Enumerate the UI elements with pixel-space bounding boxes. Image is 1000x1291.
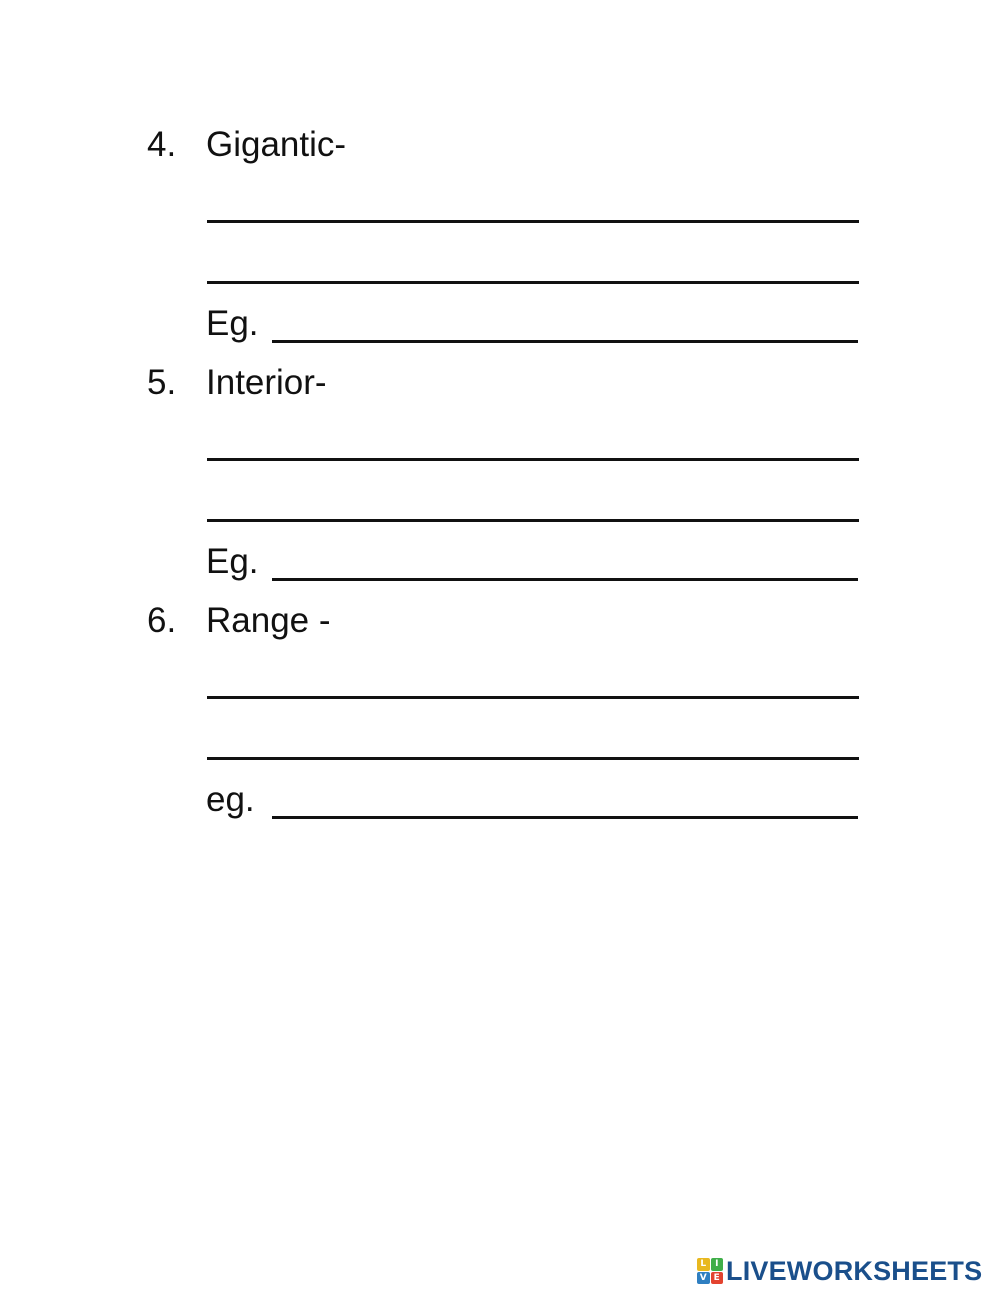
definition-answer-line[interactable] xyxy=(207,220,859,223)
logo-block-v: V xyxy=(697,1272,710,1285)
item-number: 4. xyxy=(147,125,177,164)
live-blocks-icon xyxy=(697,1258,723,1284)
example-answer-line[interactable] xyxy=(272,578,858,581)
item-word: Gigantic- xyxy=(206,125,347,164)
definition-answer-line[interactable] xyxy=(207,458,859,461)
logo-block-e: E xyxy=(711,1272,724,1285)
example-label: Eg. xyxy=(206,542,259,581)
item-word: Interior- xyxy=(206,363,327,402)
item-number: 5. xyxy=(147,363,177,402)
example-label: eg. xyxy=(206,780,255,819)
liveworksheets-logo xyxy=(697,1256,982,1286)
item-number: 6. xyxy=(147,601,177,640)
brand-name: LIVEWORKSHEETS xyxy=(726,1255,983,1286)
definition-answer-line[interactable] xyxy=(207,696,859,699)
logo-block-l: L xyxy=(697,1258,710,1271)
definition-answer-line[interactable] xyxy=(207,519,859,522)
item-word: Range - xyxy=(206,601,331,640)
definition-answer-line[interactable] xyxy=(207,281,859,284)
logo-block-i: I xyxy=(711,1258,724,1271)
example-answer-line[interactable] xyxy=(272,816,858,819)
example-answer-line[interactable] xyxy=(272,340,858,343)
definition-answer-line[interactable] xyxy=(207,757,859,760)
example-label: Eg. xyxy=(206,304,259,343)
